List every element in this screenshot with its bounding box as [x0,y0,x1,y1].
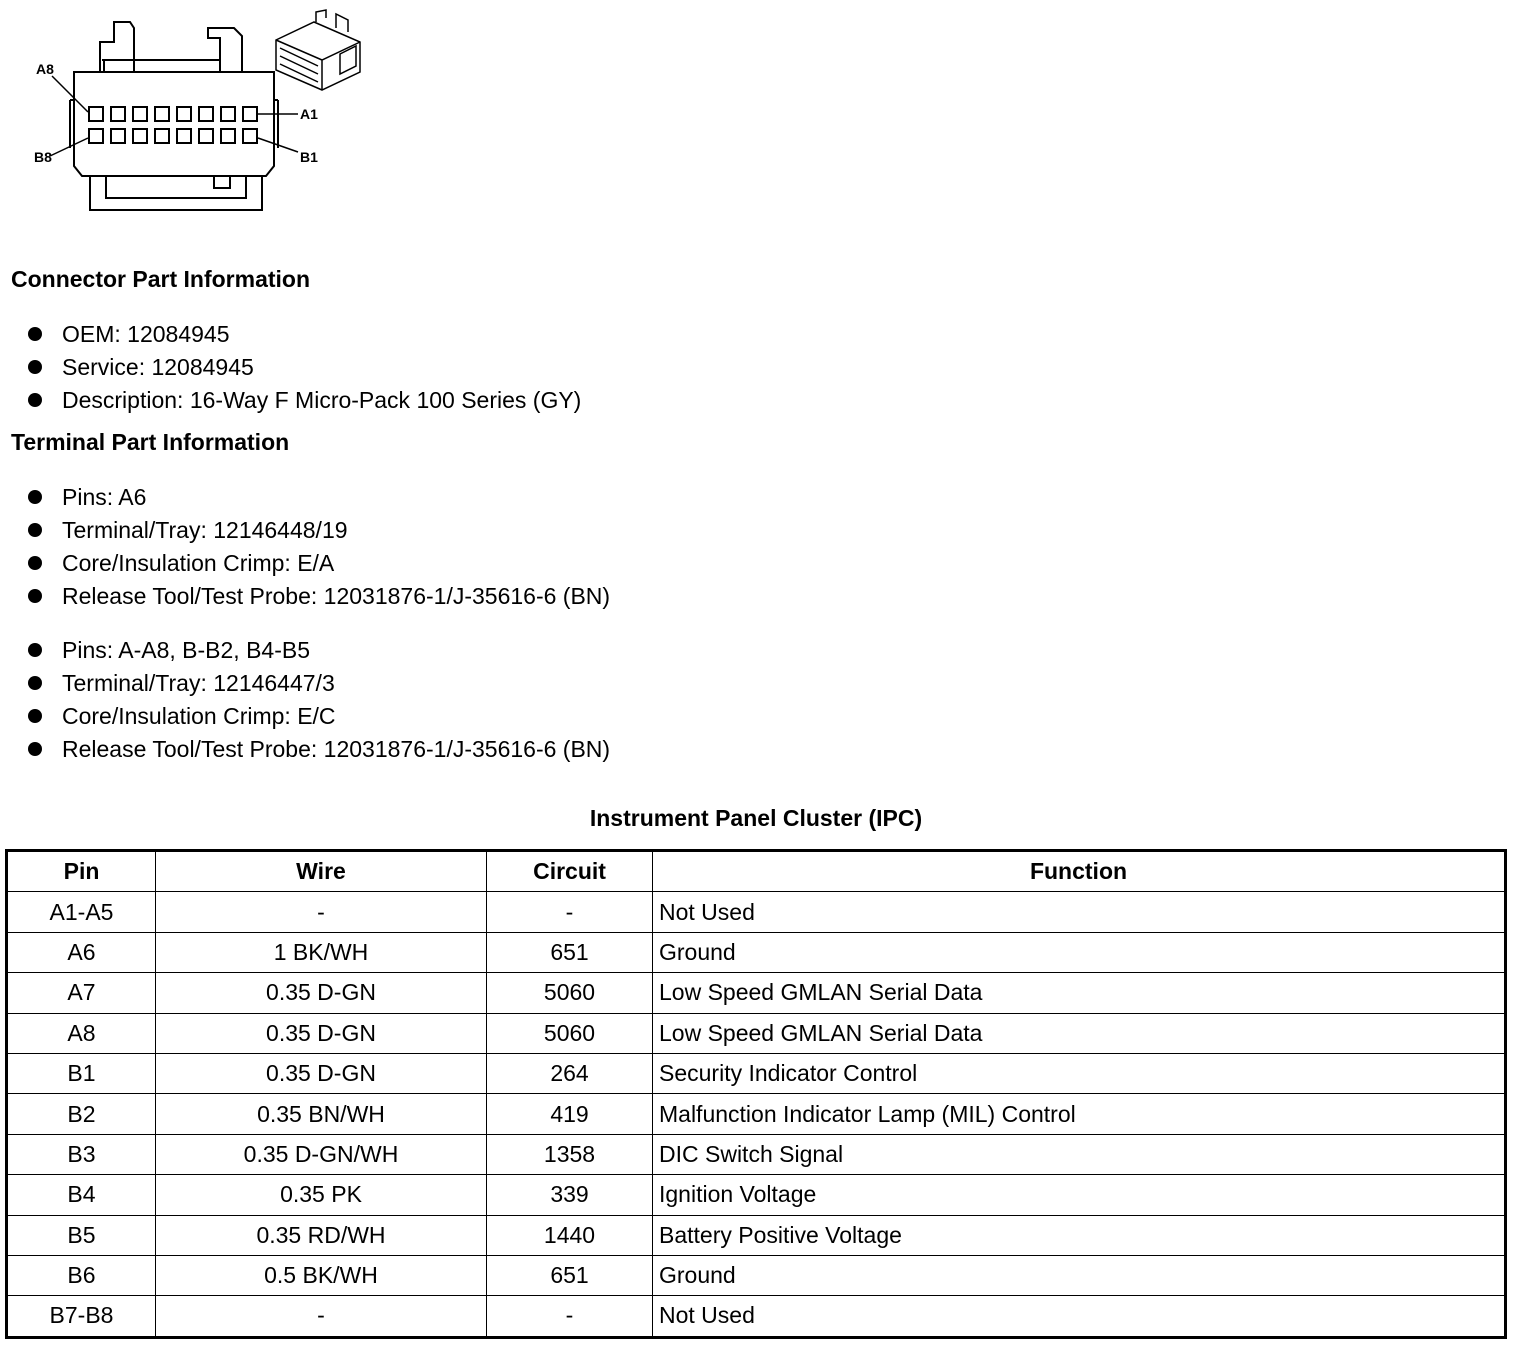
bullet-icon [28,589,42,603]
table-row [7,1094,1506,1134]
header-wire: Wire [156,851,487,892]
cell-function: DIC Switch Signal [653,1134,1506,1174]
list-item: Pins: A6 [28,481,610,514]
terminal-part-info-list-1 [28,481,610,613]
bullet-icon [28,643,42,657]
connector-part-info-list [28,318,581,417]
cell-pin: B5 [7,1215,156,1255]
cell-wire: 0.35 D-GN/WH [156,1134,487,1174]
cell-function: Low Speed GMLAN Serial Data [653,1013,1506,1053]
cell-function: Low Speed GMLAN Serial Data [653,973,1506,1013]
cell-circuit: 651 [487,932,653,972]
list-item: Release Tool/Test Probe: 12031876-1/J-35616-6 (BN) [28,580,610,613]
connector-iso-icon [276,10,360,90]
cell-circuit: 5060 [487,973,653,1013]
cell-function: Ground [653,1255,1506,1295]
list-item: Pins: A-A8, B-B2, B4-B5 [28,634,610,667]
list-item: Description: 16-Way F Micro-Pack 100 Series (GY) [28,384,581,417]
terminal-part-info-list-2 [28,634,610,766]
bullet-icon [28,709,42,723]
cell-wire: 1 BK/WH [156,932,487,972]
connector-diagram [30,8,370,218]
list-item: Terminal/Tray: 12146448/19 [28,514,610,547]
bullet-icon [28,490,42,504]
pin-row-a [89,107,257,121]
list-item: Release Tool/Test Probe: 12031876-1/J-35616-6 (BN) [28,733,610,766]
list-item: Terminal/Tray: 12146447/3 [28,667,610,700]
cell-wire: 0.35 D-GN [156,1053,487,1093]
bullet-icon [28,393,42,407]
connector-part-info-title: Connector Part Information [11,266,311,292]
list-item: Core/Insulation Crimp: E/C [28,700,610,733]
pinout-table [5,849,1507,1339]
header-function: Function [653,851,1506,892]
cell-circuit: - [487,1296,653,1337]
table-row [7,932,1506,972]
cell-wire: 0.35 PK [156,1175,487,1215]
table-header-row [7,851,1506,892]
label-b8: B8 [34,149,52,165]
cell-function: Not Used [653,892,1506,932]
list-item: Core/Insulation Crimp: E/A [28,547,610,580]
table-row [7,1013,1506,1053]
bullet-icon [28,360,42,374]
cell-circuit: 5060 [487,1013,653,1053]
connector-skirt [90,176,262,210]
cell-circuit: 651 [487,1255,653,1295]
bullet-icon [28,556,42,570]
bullet-icon [28,523,42,537]
table-row [7,892,1506,932]
cell-circuit: 419 [487,1094,653,1134]
cell-wire: - [156,1296,487,1337]
bullet-icon [28,742,42,756]
cell-circuit: 339 [487,1175,653,1215]
connector-body [74,72,274,176]
cell-pin: B6 [7,1255,156,1295]
cell-pin: A1-A5 [7,892,156,932]
header-pin: Pin [7,851,156,892]
header-circuit: Circuit [487,851,653,892]
table-row [7,1175,1506,1215]
cell-circuit: 1440 [487,1215,653,1255]
cell-pin: B3 [7,1134,156,1174]
cell-wire: 0.35 D-GN [156,973,487,1013]
cell-wire: 0.35 BN/WH [156,1094,487,1134]
left-latch [100,22,134,72]
cell-wire: - [156,892,487,932]
cell-pin: B7-B8 [7,1296,156,1337]
label-a8: A8 [36,61,54,77]
cell-function: Battery Positive Voltage [653,1215,1506,1255]
list-item: OEM: 12084945 [28,318,581,351]
table-title: Instrument Panel Cluster (IPC) [589,805,923,831]
right-latch [208,28,242,72]
cell-pin: B2 [7,1094,156,1134]
cell-function: Ignition Voltage [653,1175,1506,1215]
cell-function: Ground [653,932,1506,972]
cell-pin: A6 [7,932,156,972]
cell-pin: B4 [7,1175,156,1215]
table-row [7,1053,1506,1093]
table-row [7,973,1506,1013]
bullet-icon [28,676,42,690]
bullet-icon [28,327,42,341]
cell-wire: 0.35 D-GN [156,1013,487,1053]
cell-wire: 0.35 RD/WH [156,1215,487,1255]
cell-circuit: - [487,892,653,932]
cell-function: Security Indicator Control [653,1053,1506,1093]
cell-wire: 0.5 BK/WH [156,1255,487,1295]
table-row [7,1296,1506,1337]
cell-function: Malfunction Indicator Lamp (MIL) Control [653,1094,1506,1134]
label-b1: B1 [300,149,318,165]
table-row [7,1255,1506,1295]
pin-row-b [89,129,257,143]
cell-circuit: 1358 [487,1134,653,1174]
cell-pin: A7 [7,973,156,1013]
table-row [7,1134,1506,1174]
list-item: Service: 12084945 [28,351,581,384]
table-row [7,1215,1506,1255]
label-a1: A1 [300,106,318,122]
cell-pin: B1 [7,1053,156,1093]
terminal-part-info-title: Terminal Part Information [11,429,290,455]
cell-function: Not Used [653,1296,1506,1337]
cell-circuit: 264 [487,1053,653,1093]
cell-pin: A8 [7,1013,156,1053]
